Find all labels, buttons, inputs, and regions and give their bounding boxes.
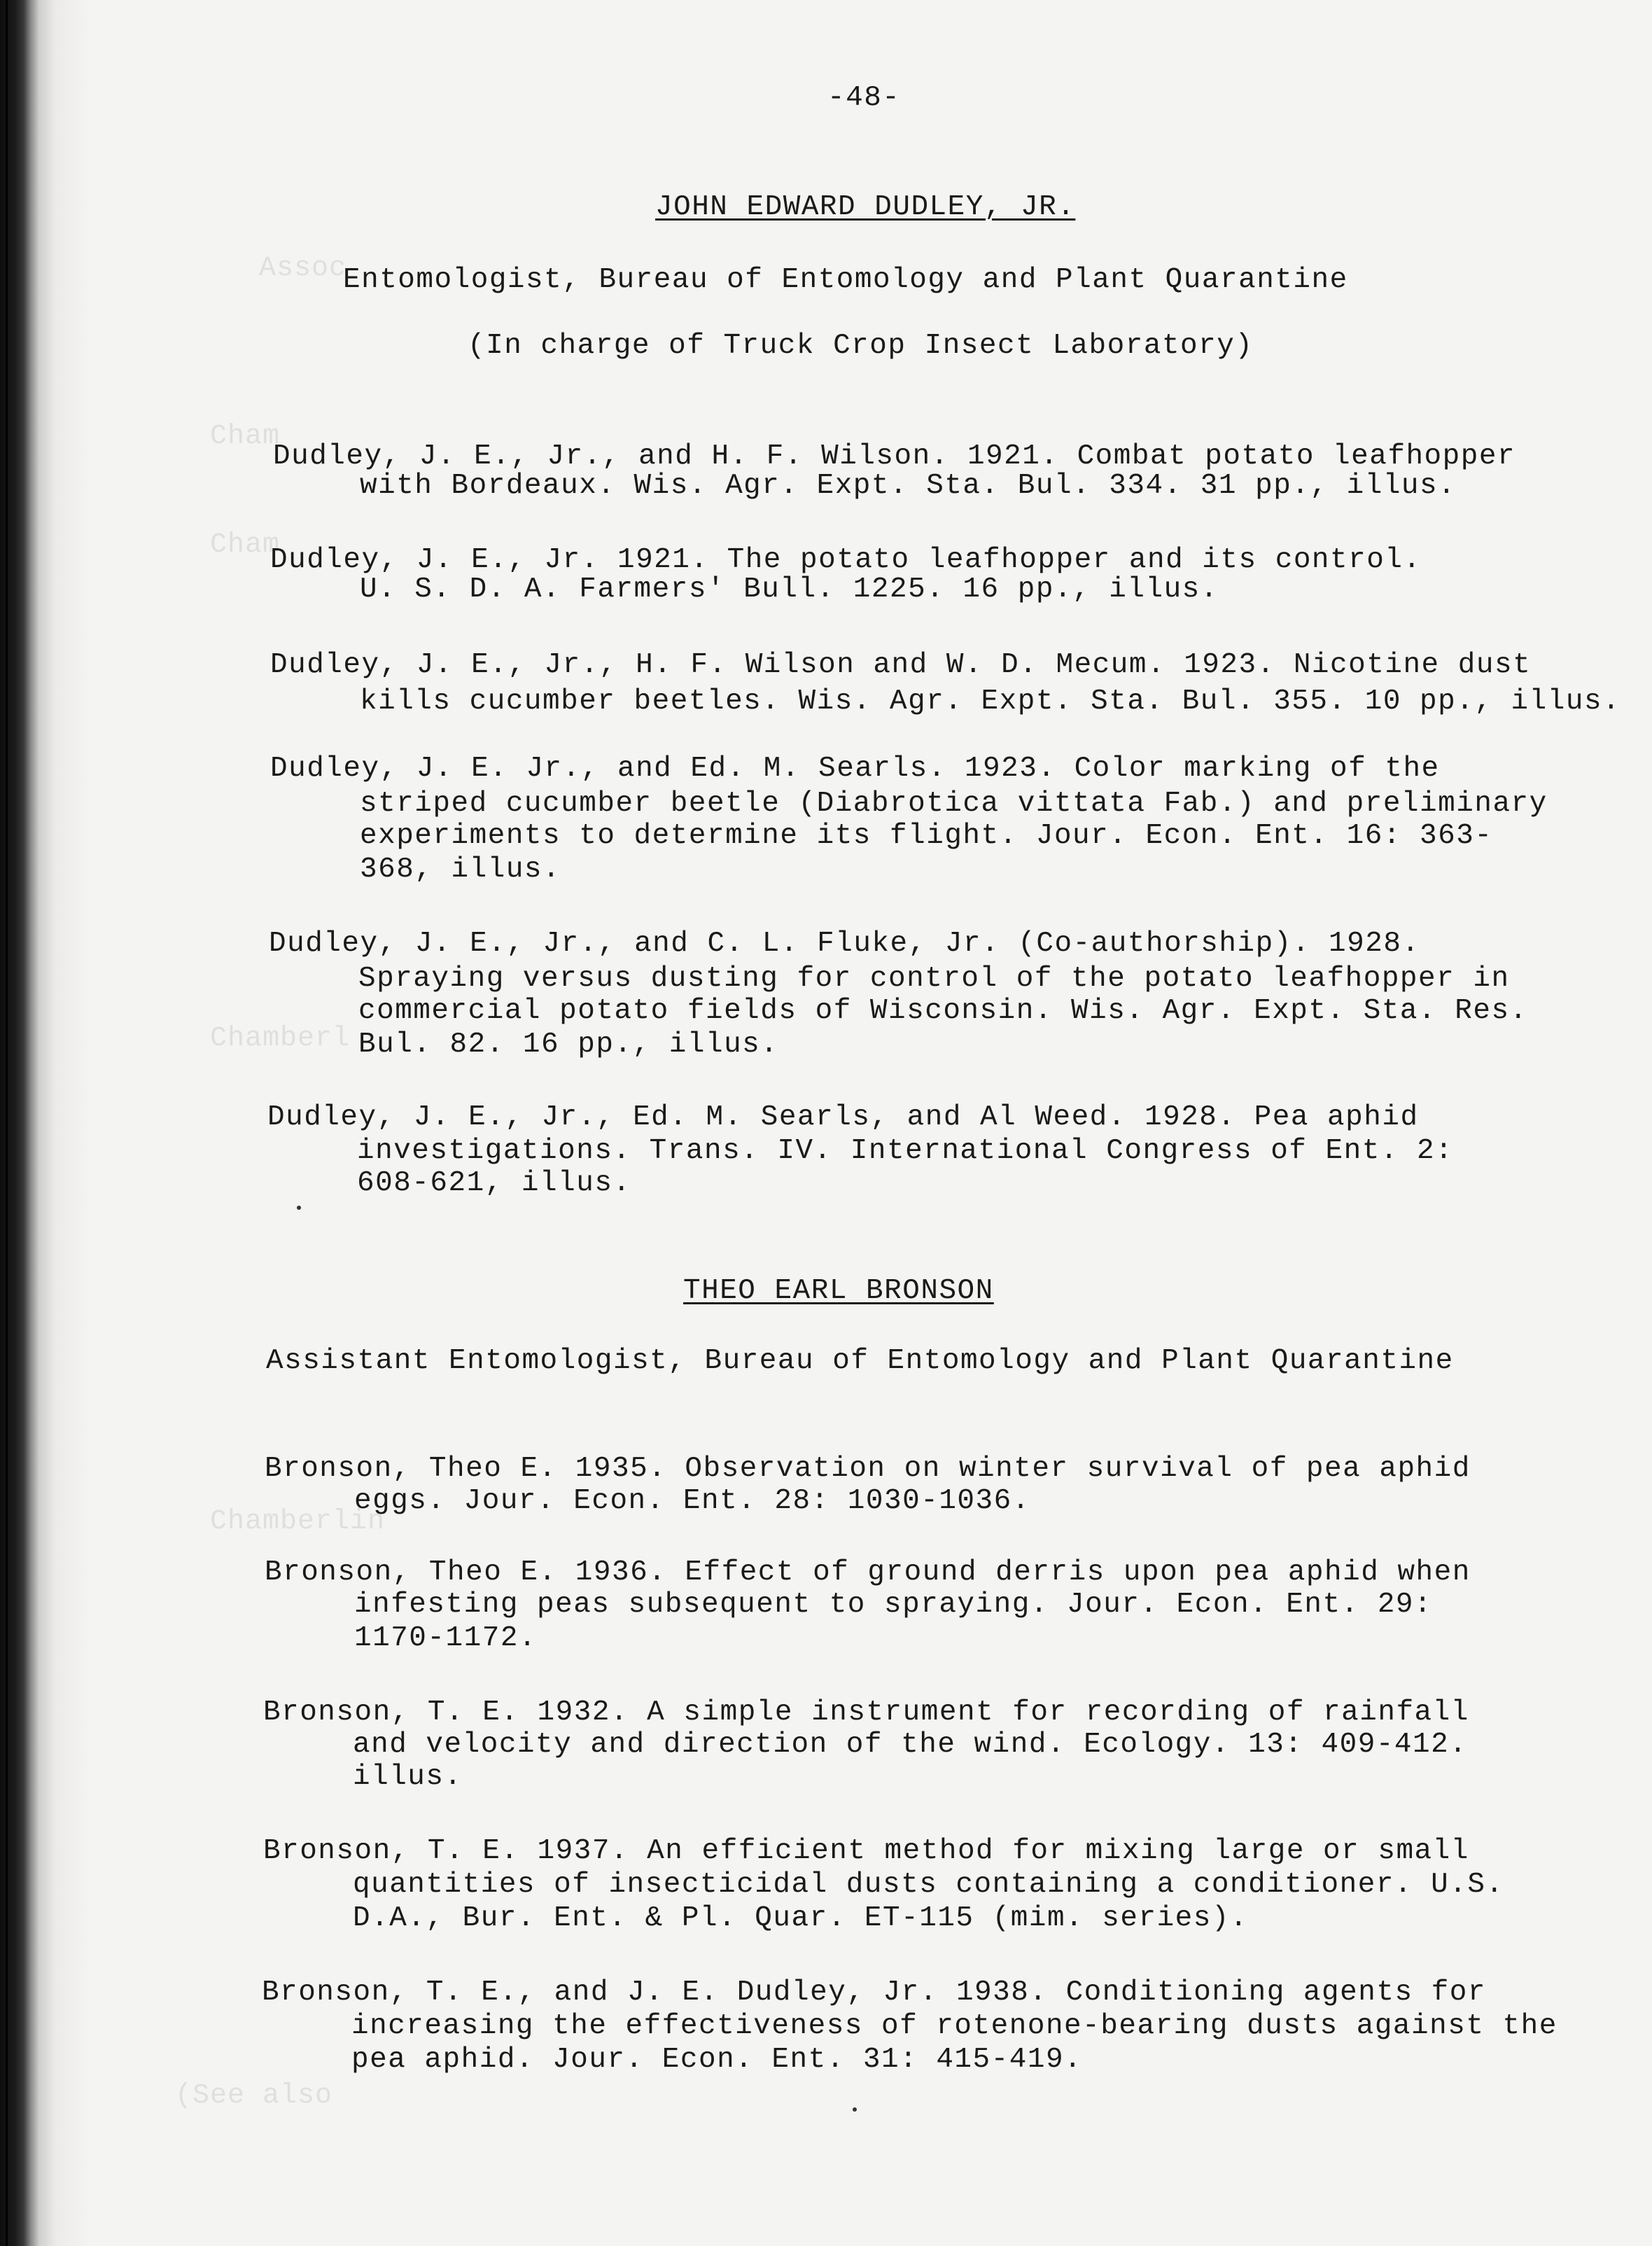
entry-line: eggs. Jour. Econ. Ent. 28: 1030-1036. (354, 1485, 1030, 1517)
show-through-text: Chamberl (210, 1023, 351, 1054)
entry-line: Bronson, T. E. 1937. An efficient method for mixing large or small (263, 1835, 1469, 1867)
entry-line: pea aphid. Jour. Econ. Ent. 31: 415-419. (351, 2044, 1083, 2076)
entry-line: Bronson, T. E. 1932. A simple instrument for recording of rainfall (263, 1696, 1469, 1729)
entry-line: increasing the effectiveness of rotenone-bearing dusts against the (351, 2010, 1558, 2042)
entry-line: Dudley, J. E. Jr., and Ed. M. Searls. 1923. Color marking of the (270, 753, 1440, 785)
entry-line: Dudley, J. E., Jr., H. F. Wilson and W. D. Mecum. 1923. Nicotine dust (270, 649, 1532, 681)
entry-line: investigations. Trans. IV. International Congress of Ent. 2: (357, 1135, 1454, 1167)
author-name-heading: THEO EARL BRONSON (683, 1275, 994, 1307)
binding-edge (6, 0, 8, 2246)
author-note: (In charge of Truck Crop Insect Laboratory) (468, 330, 1254, 362)
entry-line: 1170-1172. (354, 1622, 538, 1654)
entry-line: Dudley, J. E., Jr., and C. L. Fluke, Jr. (Co-authorship). 1928. (269, 928, 1420, 960)
show-through-text: Assoc (259, 253, 347, 284)
entry-line: Dudley, J. E., Jr., and H. F. Wilson. 1921. Combat potato leafhopper (273, 440, 1516, 473)
entry-line: and velocity and direction of the wind. Ecology. 13: 409-412. (353, 1729, 1468, 1761)
entry-line: striped cucumber beetle (Diabrotica vittata Fab.) and preliminary (360, 788, 1548, 820)
entry-line: D.A., Bur. Ent. & Pl. Quar. ET-115 (mim. series). (353, 1902, 1249, 1934)
entry-line: 608-621, illus. (357, 1167, 631, 1199)
author-name-heading: JOHN EDWARD DUDLEY, JR. (655, 191, 1076, 223)
entry-line: Dudley, J. E., Jr., Ed. M. Searls, and Al Weed. 1928. Pea aphid (267, 1101, 1419, 1134)
entry-line: illus. (353, 1761, 463, 1793)
entry-line: commercial potato fields of Wisconsin. Wis. Agr. Expt. Sta. Res. (358, 995, 1528, 1027)
stray-mark (853, 2107, 857, 2112)
show-through-text: Cham (210, 421, 281, 452)
entry-line: experiments to determine its flight. Jour. Econ. Ent. 16: 363- (360, 820, 1493, 852)
entry-line: 368, illus. (360, 853, 561, 886)
entry-line: Dudley, J. E., Jr. 1921. The potato leafhopper and its control. (270, 544, 1422, 576)
binding-shadow (0, 0, 91, 2246)
entry-line: infesting peas subsequent to spraying. Jour. Econ. Ent. 29: (354, 1589, 1433, 1621)
show-through-text: Cham (210, 529, 281, 561)
show-through-text: Chamberlin (210, 1506, 386, 1537)
entry-line: Bronson, T. E., and J. E. Dudley, Jr. 1938. Conditioning agents for (262, 1976, 1486, 2009)
author-title: Entomologist, Bureau of Entomology and Plant Quarantine (343, 264, 1348, 296)
entry-line: Bronson, Theo E. 1935. Observation on winter survival of pea aphid (265, 1453, 1471, 1485)
show-through-text: (See also (175, 2080, 333, 2112)
entry-line: kills cucumber beetles. Wis. Agr. Expt. Sta. Bul. 355. 10 pp., illus. (360, 685, 1621, 718)
entry-line: Bronson, Theo E. 1936. Effect of ground derris upon pea aphid when (265, 1556, 1471, 1589)
page-number: -48- (827, 82, 901, 114)
entry-line: Spraying versus dusting for control of the potato leafhopper in (358, 963, 1510, 995)
entry-line: Bul. 82. 16 pp., illus. (358, 1028, 779, 1061)
author-title: Assistant Entomologist, Bureau of Entomology and Plant Quarantine (266, 1345, 1454, 1377)
entry-line: with Bordeaux. Wis. Agr. Expt. Sta. Bul. 334. 31 pp., illus. (360, 470, 1457, 502)
entry-line: quantities of insecticidal dusts containing a conditioner. U.S. (353, 1869, 1504, 1901)
stray-mark (297, 1206, 301, 1210)
entry-line: U. S. D. A. Farmers' Bull. 1225. 16 pp., illus. (360, 573, 1219, 606)
